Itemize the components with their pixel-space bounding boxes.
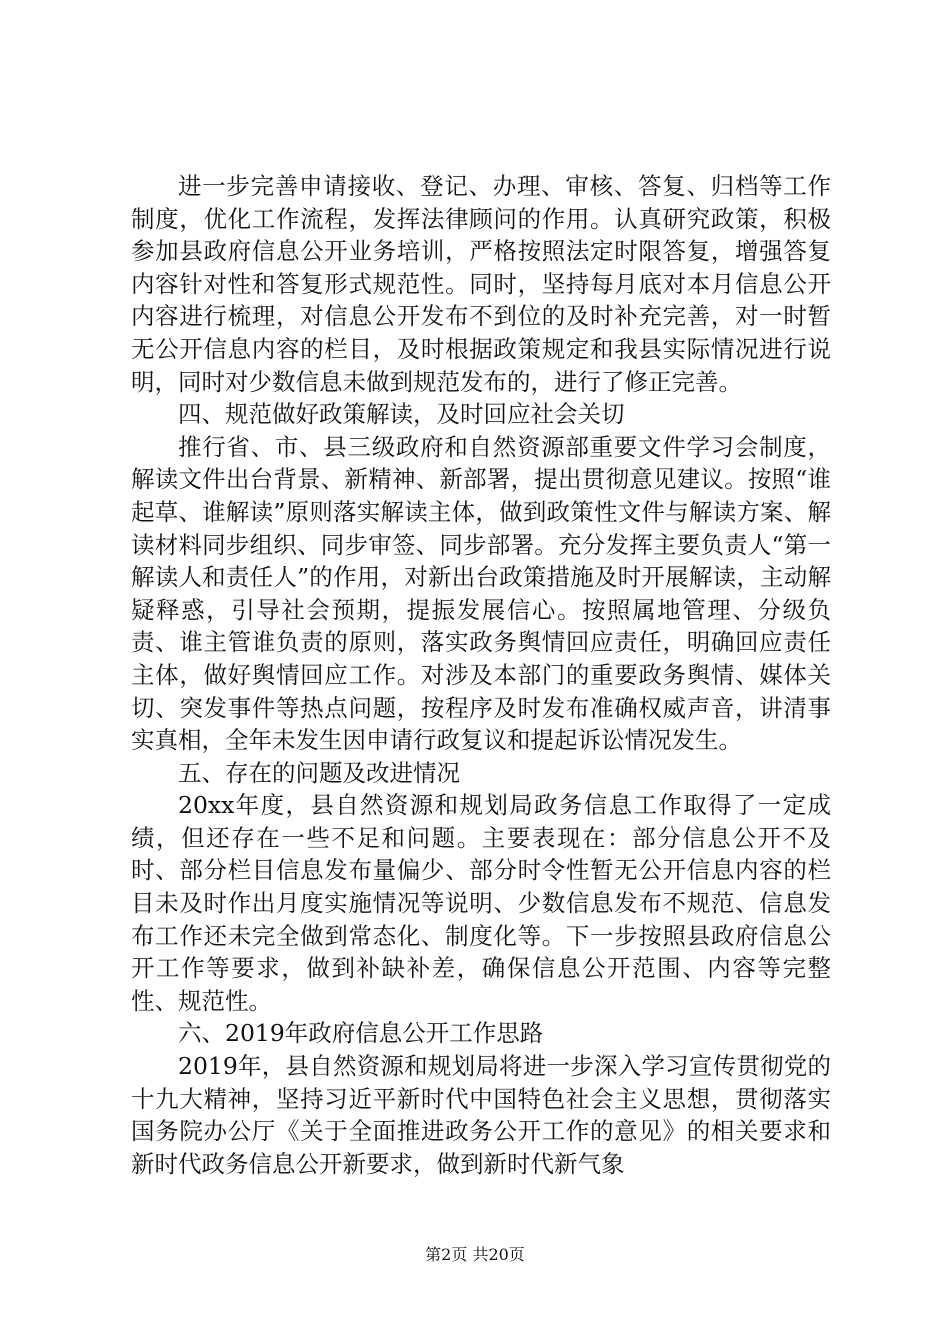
section-heading: 六、2019年政府信息公开工作思路: [178, 1019, 544, 1048]
document-body: [131, 170, 831, 1180]
section-heading: 四、规范做好政策解读，及时回应社会关切: [178, 400, 625, 429]
section-heading: 五、存在的问题及改进情况: [178, 758, 460, 787]
body-paragraph: 推行省、市、县三级政府和自然资源部重要文件学习会制度，解读文件出台背景、新精神、新部署，提出贯彻意见建议。按照“谁起草、谁解读”原则落实解读主体，做到政策性文件与解读方案、解读材料同步组织、同步审签、同步部署。充分发挥主要负责人“第一解读人和责任人”的作用，对新出台政策措施及时开展解读，主动解疑释惑，引导社会预期，提振发展信心。按照属地管理、分级负责、谁主管谁负责的原则，落实政务舆情回应责任，明确回应责任主体，做好舆情回应工作。对涉及本部门的重要政务舆情、媒体关切、突发事件等热点问题，按程序及时发布准确权威声音，讲清事实真相，全年未发生因申请行政复议和提起诉讼情况发生。: [131, 432, 831, 755]
body-paragraph: 20xx年度，县自然资源和规划局政务信息工作取得了一定成绩，但还存在一些不足和问题。主要表现在：部分信息公开不及时、部分栏目信息发布量偏少、部分时令性暂无公开信息内容的栏目未及时作出月度实施情况等说明、少数信息发布不规范、信息发布工作还未完全做到常态化、制度化等。下一步按照县政府信息公开工作等要求，做到补缺补差，确保信息公开范围、内容等完整性、规范性。: [131, 791, 831, 1015]
body-paragraph: 2019年，县自然资源和规划局将进一步深入学习宣传贯彻党的十九大精神，坚持习近平新时代中国特色社会主义思想，贯彻落实国务院办公厅《关于全面推进政务公开工作的意见》的相关要求和新时代政务信息公开新要求，做到新时代新气象: [131, 1052, 831, 1178]
page-number-footer: 第2页 共20页: [425, 1245, 525, 1264]
body-paragraph: 进一步完善申请接收、登记、办理、审核、答复、归档等工作制度，优化工作流程，发挥法律顾问的作用。认真研究政策，积极参加县政府信息公开业务培训，严格按照法定时限答复，增强答复内容针对性和答复形式规范性。同时，坚持每月底对本月信息公开内容进行梳理，对信息公开发布不到位的及时补充完善，对一时暂无公开信息内容的栏目，及时根据政策规定和我县实际情况进行说明，同时对少数信息未做到规范发布的，进行了修正完善。: [131, 172, 831, 396]
